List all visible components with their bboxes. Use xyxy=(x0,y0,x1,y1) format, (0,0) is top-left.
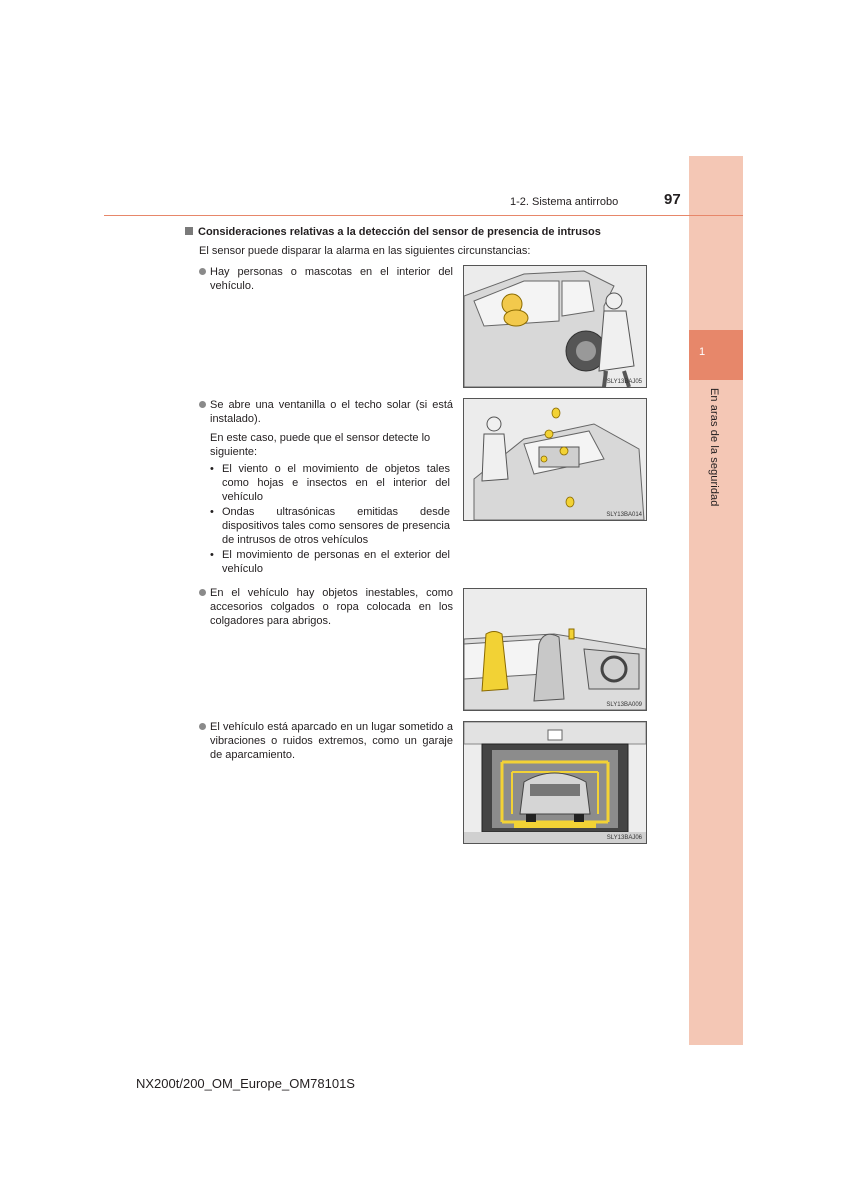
list-item: Hay personas o mascotas en el interior del vehículo. xyxy=(199,265,453,293)
intro-text: El sensor puede disparar la alarma en las siguientes circunstancias: xyxy=(199,245,531,257)
section-title: 1-2. Sistema antirrobo xyxy=(510,196,619,208)
sub-list-item: • El movimiento de personas en el exterior del vehículo xyxy=(210,549,450,575)
figure-pet-inside xyxy=(463,265,647,388)
bullet-icon xyxy=(199,268,206,275)
list-item: El vehículo está aparcado en un lugar sometido a vibraciones o ruidos extremos, como un garaje de aparcamiento. xyxy=(199,720,453,762)
section-heading: Consideraciones relativas a la detección del sensor de presencia de intrusos xyxy=(185,226,601,238)
list-item: Se abre una ventanilla o el techo solar (si está instalado). xyxy=(199,398,453,426)
bullet-icon xyxy=(199,723,206,730)
figure-parking-garage xyxy=(463,721,647,844)
sub-list-item: • El viento o el movimiento de objetos tales como hojas e insectos en el interior del vehículo xyxy=(210,463,450,503)
chapter-number-tab[interactable] xyxy=(689,330,743,380)
chapter-number: 1 xyxy=(699,346,706,358)
figure-hanging-objects xyxy=(463,588,647,711)
bullet-icon xyxy=(199,589,206,596)
figure-code: SLY13BA009 xyxy=(606,702,642,708)
list-item: En el vehículo hay objetos inestables, como accesorios colgados o ropa colocada en los colgadores para abrigos. xyxy=(199,586,453,628)
page-number: 97 xyxy=(664,191,681,208)
figure-code: SLY13BAJ05 xyxy=(606,379,642,385)
figure-code: SLY13BAJ06 xyxy=(606,835,642,841)
note-text: En este caso, puede que el sensor detecte lo siguiente: xyxy=(210,432,431,458)
sub-list-item: • Ondas ultrasónicas emitidas desde dispositivos tales como sensores de presencia de intrusos de otros vehículos xyxy=(210,506,450,546)
square-bullet-icon xyxy=(185,227,193,235)
bullet-icon xyxy=(199,401,206,408)
figure-window-open xyxy=(463,398,647,521)
figure-code: SLY13BA014 xyxy=(606,512,642,518)
chapter-side-tab xyxy=(689,156,743,1045)
chapter-title: En aras de la seguridad xyxy=(708,388,720,507)
document-footer: NX200t/200_OM_Europe_OM78101S xyxy=(136,1076,355,1091)
header-divider xyxy=(104,215,743,216)
